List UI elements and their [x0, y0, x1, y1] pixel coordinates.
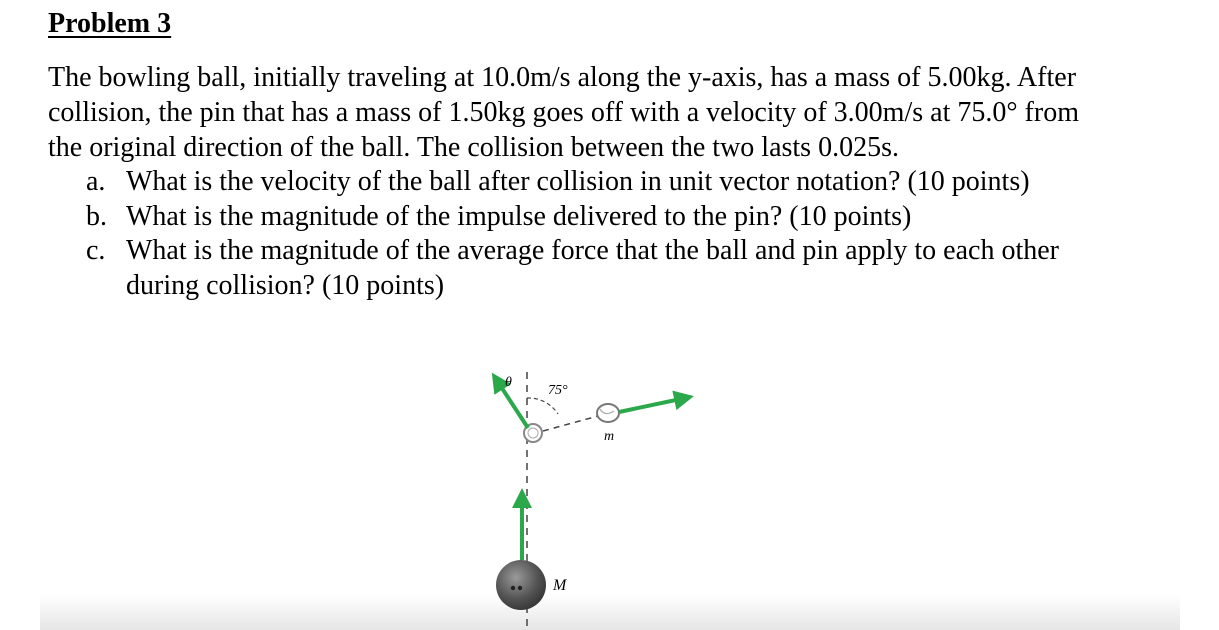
- question-text: What is the magnitude of the impulse delivered to the pin? (10 points): [126, 200, 912, 232]
- ball-finger-hole: [511, 586, 515, 590]
- angle-arc: [527, 398, 558, 414]
- collision-point-inner: [528, 428, 538, 438]
- question-marker: a.: [86, 166, 106, 197]
- question-text: What is the velocity of the ball after collision in unit vector notation? (10 points): [126, 166, 1030, 197]
- ball-mass-label: M: [553, 577, 567, 594]
- bowling-ball: [496, 560, 546, 610]
- question-text: during collision? (10 points): [126, 269, 445, 301]
- ball-finger-hole: [518, 586, 522, 590]
- statement-line: The bowling ball, initially traveling at 10.0m/s along the y-axis, has a mass of 5.00kg. After: [48, 62, 1077, 93]
- angle-label: 75°: [548, 383, 568, 398]
- pin-mass-label: m: [604, 429, 615, 444]
- pin-velocity-arrow: [619, 397, 690, 412]
- problem-heading: Problem 3: [48, 8, 172, 39]
- theta-label: θ: [505, 375, 512, 390]
- floor-shading: [40, 595, 1180, 630]
- question-marker: b.: [86, 200, 107, 232]
- statement-line: the original direction of the ball. The collision between the two lasts 0.025s.: [48, 132, 899, 163]
- question-text: What is the magnitude of the average force that the ball and pin apply to each other: [126, 235, 1059, 266]
- question-marker: c.: [86, 235, 106, 266]
- pin-path-dashed-line: [543, 416, 598, 431]
- statement-line: collision, the pin that has a mass of 1.50kg goes off with a velocity of 3.00m/s at 75.0° from: [48, 97, 1079, 128]
